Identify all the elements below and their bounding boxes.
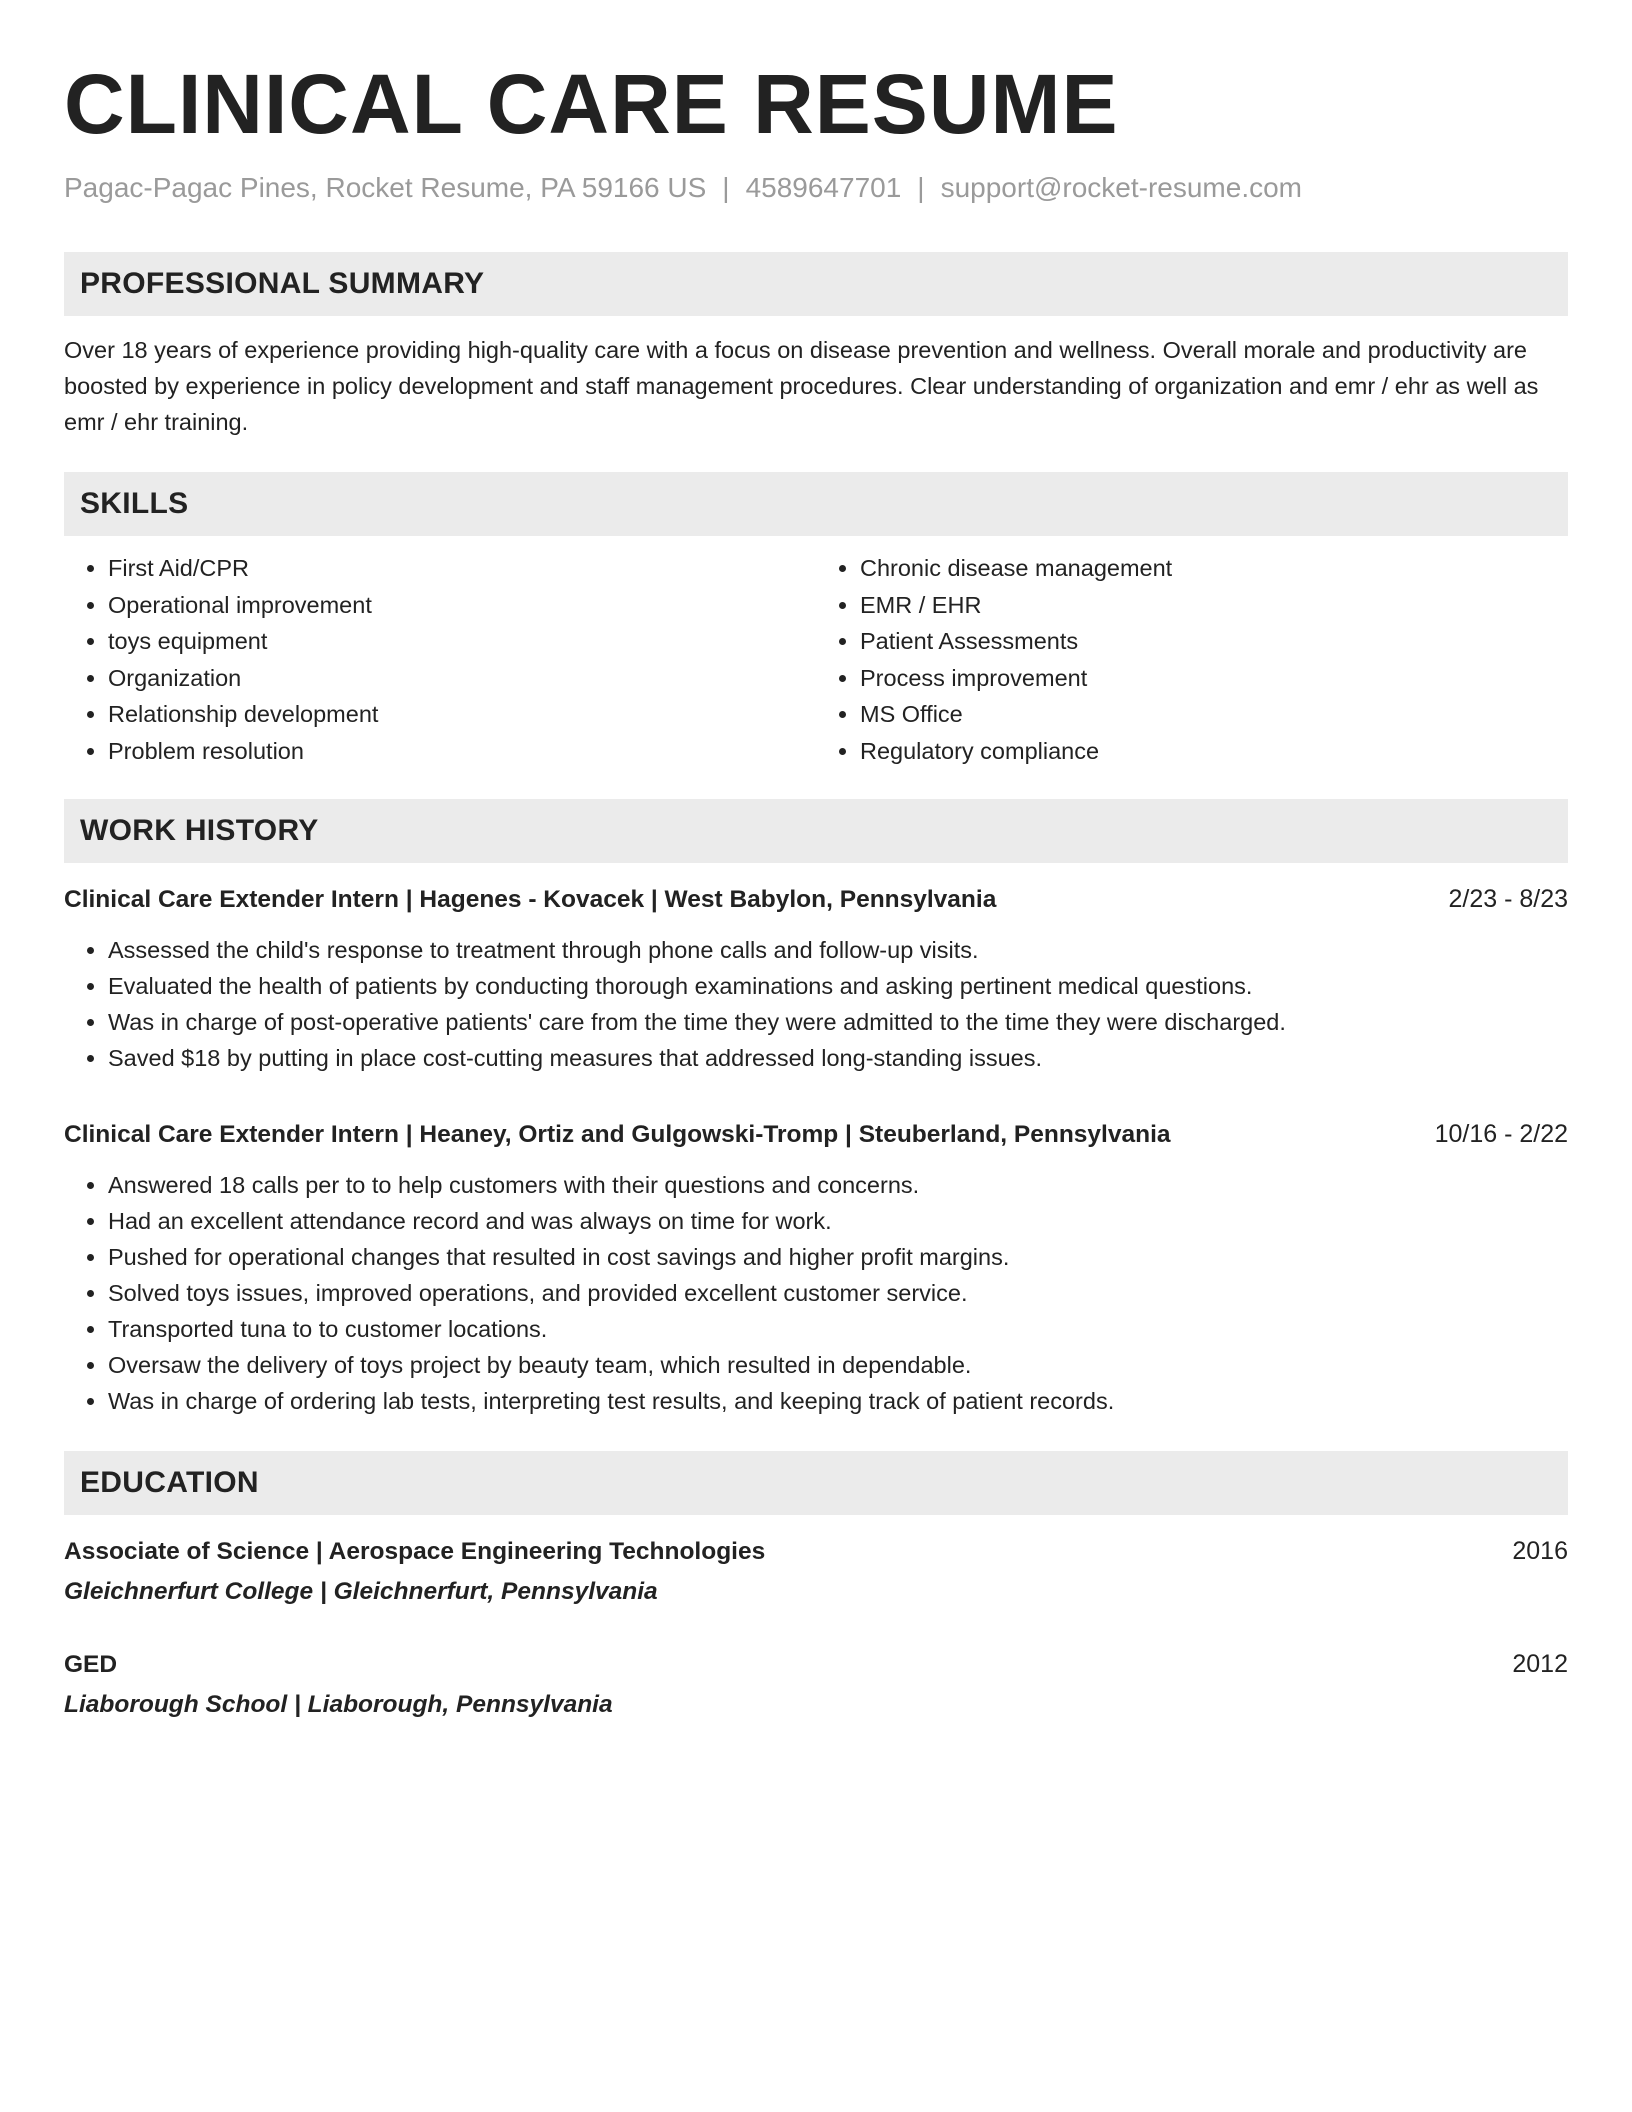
education-heading-row [64, 1533, 1568, 1570]
job-heading-row [64, 1116, 1568, 1153]
skill-item: • Chronic disease management [860, 550, 1568, 587]
job-bullets [64, 1167, 1568, 1419]
contact-separator: | [917, 172, 925, 203]
contact-line [64, 170, 1568, 206]
skill-item: • Patient Assessments [860, 623, 1568, 660]
skill-item: • Operational improvement [108, 587, 816, 624]
job-bullet: • Had an excellent attendance record and was always on time for work. [108, 1203, 1568, 1239]
skill-item: • EMR / EHR [860, 587, 1568, 624]
contact-address: Pagac-Pagac Pines, Rocket Resume, PA 59166 US [64, 172, 707, 203]
section-header-education: EDUCATION [64, 1451, 1568, 1515]
job-heading-row [64, 881, 1568, 918]
education-degree: Associate of Science | Aerospace Engineering Technologies [64, 1538, 766, 1565]
job-bullet: • Solved toys issues, improved operations, and provided excellent customer service. [108, 1275, 1568, 1311]
skill-item: • First Aid/CPR [108, 550, 816, 587]
job-heading: Clinical Care Extender Intern | Heaney, Ortiz and Gulgowski-Tromp | Steuberland, Pennsylvania [64, 1121, 1171, 1148]
education-entry [64, 1533, 1568, 1610]
job-bullet: • Evaluated the health of patients by conducting thorough examinations and asking pertinent medical questions. [108, 968, 1568, 1004]
job-bullet: • Was in charge of post-operative patients' care from the time they were admitted to the time they were discharged. [108, 1004, 1568, 1040]
summary-text: Over 18 years of experience providing high-quality care with a focus on disease prevention and wellness. Overall morale and productivity are boosted by experience in policy development and staff management procedures. Clear understanding of organization and emr / ehr as well as emr / ehr training. [64, 337, 1539, 435]
education-school: Gleichnerfurt College | Gleichnerfurt, Pennsylvania [64, 1578, 658, 1605]
job-dates: 2/23 - 8/23 [1448, 885, 1568, 913]
skill-item: • Organization [108, 660, 816, 697]
education-year: 2016 [1512, 1537, 1568, 1565]
skills-column-right [816, 550, 1568, 769]
education-school: Liaborough School | Liaborough, Pennsylvania [64, 1691, 613, 1718]
job-bullet: • Transported tuna to to customer locations. [108, 1311, 1568, 1347]
contact-separator: | [722, 172, 730, 203]
skill-item: • Relationship development [108, 696, 816, 733]
job-entry [64, 1116, 1568, 1419]
skill-item: • toys equipment [108, 623, 816, 660]
job-bullet: • Oversaw the delivery of toys project by beauty team, which resulted in dependable. [108, 1347, 1568, 1383]
job-bullets [64, 932, 1568, 1076]
skill-item: • Regulatory compliance [860, 733, 1568, 770]
skill-item: • Process improvement [860, 660, 1568, 697]
section-header-work-history: WORK HISTORY [64, 799, 1568, 863]
skill-item: • Problem resolution [108, 733, 816, 770]
skill-item: • MS Office [860, 696, 1568, 733]
job-heading: Clinical Care Extender Intern | Hagenes - Kovacek | West Babylon, Pennsylvania [64, 886, 997, 913]
job-bullet: • Was in charge of ordering lab tests, interpreting test results, and keeping track of patient records. [108, 1383, 1568, 1419]
section-header-summary: PROFESSIONAL SUMMARY [64, 252, 1568, 316]
contact-phone: 4589647701 [745, 172, 902, 203]
job-dates: 10/16 - 2/22 [1434, 1120, 1568, 1148]
job-bullet: • Answered 18 calls per to to help customers with their questions and concerns. [108, 1167, 1568, 1203]
job-entry [64, 881, 1568, 1076]
education-year: 2012 [1512, 1650, 1568, 1678]
skills-list [64, 550, 1568, 769]
skills-column-left [64, 550, 816, 769]
section-header-skills: SKILLS [64, 472, 1568, 536]
resume-title: CLINICAL CARE RESUME [64, 57, 1119, 151]
job-bullet: • Assessed the child's response to treatment through phone calls and follow-up visits. [108, 932, 1568, 968]
job-bullet: • Saved $18 by putting in place cost-cutting measures that addressed long-standing issues. [108, 1040, 1568, 1076]
education-entry [64, 1646, 1568, 1723]
education-degree: GED [64, 1651, 118, 1678]
education-heading-row [64, 1646, 1568, 1683]
job-bullet: • Pushed for operational changes that resulted in cost savings and higher profit margins. [108, 1239, 1568, 1275]
contact-email: support@rocket-resume.com [940, 172, 1303, 203]
